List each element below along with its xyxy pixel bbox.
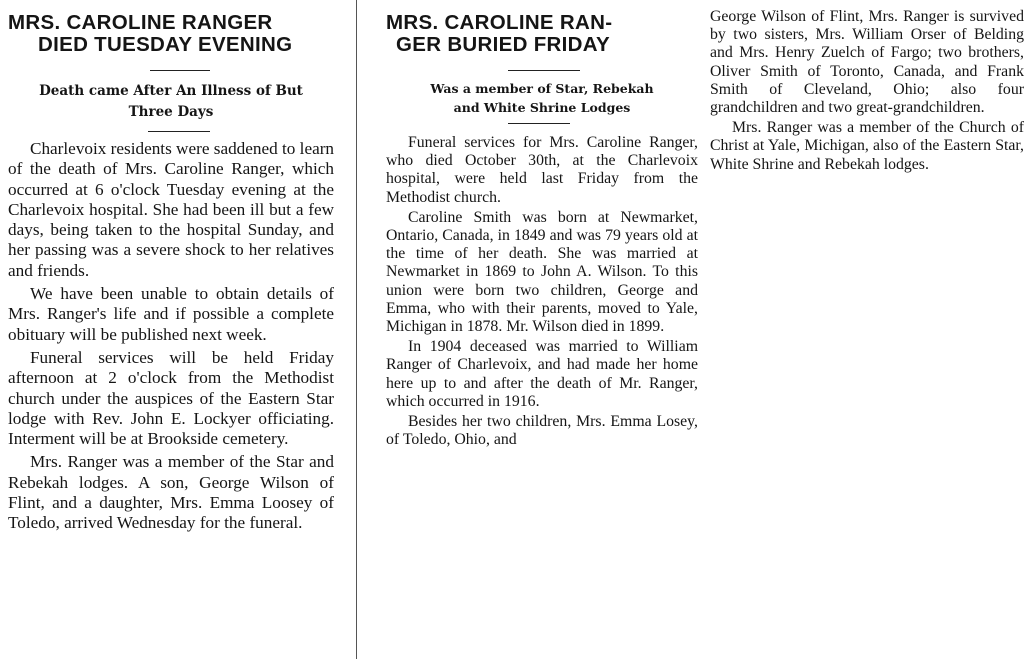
paragraph-continuation: George Wilson of Flint, Mrs. Ranger is survived by two sisters, Mrs. William Orser of Belding and Mrs. Henry Zuelch of Fargo; two brothers, Oliver Smith of Toronto, Canada, and Frank Smith of Cleveland, Ohio; also four grandchildren and two great-grandchildren. — [710, 8, 1024, 117]
subheadline-line: Was a member of Star, Rebekah — [430, 81, 654, 96]
divider-rule — [150, 70, 210, 71]
divider-rule — [508, 123, 570, 124]
headline — [8, 12, 334, 56]
article-buried-friday-continued — [710, 0, 1024, 176]
paragraph: Funeral services for Mrs. Caroline Ranger, who died October 30th, at the Charlevoix hospital, were held last Friday from the Methodist church. — [386, 134, 698, 206]
headline-line: DIED TUESDAY EVENING — [38, 33, 293, 56]
paragraph: Caroline Smith was born at Newmarket, Ontario, Canada, in 1849 and was 79 years old at the time of her death. She was married at Newmarket in 1869 to John A. Wilson. To this union were born two children, George and Emma, who with their parents, moved to Yale, Michigan in 1878. Mr. Wilson died in 1899. — [386, 208, 698, 336]
headline-line: GER BURIED FRIDAY — [396, 33, 610, 56]
paragraph: Funeral services will be held Friday afternoon at 2 o'clock from the Methodist church under the auspices of the Eastern Star lodge with Rev. John E. Lockyer officiating. Interment will be at Brookside cemetery. — [8, 347, 334, 449]
subheadline-line: and White Shrine Lodges — [453, 100, 631, 115]
subheadline — [386, 79, 698, 117]
paragraph: Mrs. Ranger was a member of the Star and Rebekah lodges. A son, George Wilson of Flint, and a daughter, Mrs. Emma Loosey of Toledo, arrived Wednesday for the funeral. — [8, 452, 334, 533]
article-buried-friday — [386, 0, 698, 451]
paragraph: Besides her two children, Mrs. Emma Losey, of Toledo, Ohio, and — [386, 413, 698, 449]
subheadline-line: Death came After An Illness of But — [39, 83, 303, 99]
column-divider — [356, 0, 357, 659]
divider-rule — [508, 70, 580, 71]
headline-line: MRS. CAROLINE RANGER — [8, 11, 273, 34]
subheadline — [8, 81, 334, 123]
paragraph: Charlevoix residents were saddened to learn of the death of Mrs. Caroline Ranger, which occurred at 6 o'clock Tuesday evening at the Charlevoix hospital. She had been ill but a few days, being taken to the hospital Sunday, and her passing was a severe shock to her relatives and friends. — [8, 139, 335, 280]
article-body — [386, 134, 698, 449]
article-died-tuesday — [8, 0, 334, 537]
paragraph: Mrs. Ranger was a member of the Church of Christ at Yale, Michigan, also of the Eastern Star, White Shrine and Rebekah lodges. — [710, 119, 1024, 173]
article-body-continued — [710, 8, 1024, 174]
article-body — [8, 139, 334, 534]
headline-line: MRS. CAROLINE RAN- — [386, 11, 613, 34]
subheadline-line: Three Days — [128, 104, 214, 120]
paragraph: We have been unable to obtain details of Mrs. Ranger's life and if possible a complete obituary will be published next week. — [8, 284, 334, 344]
paragraph: In 1904 deceased was married to William Ranger of Charlevoix, and had made her home here up to and after the death of Mr. Ranger, which occurred in 1916. — [386, 338, 698, 410]
headline — [386, 12, 698, 56]
divider-rule — [148, 131, 210, 132]
